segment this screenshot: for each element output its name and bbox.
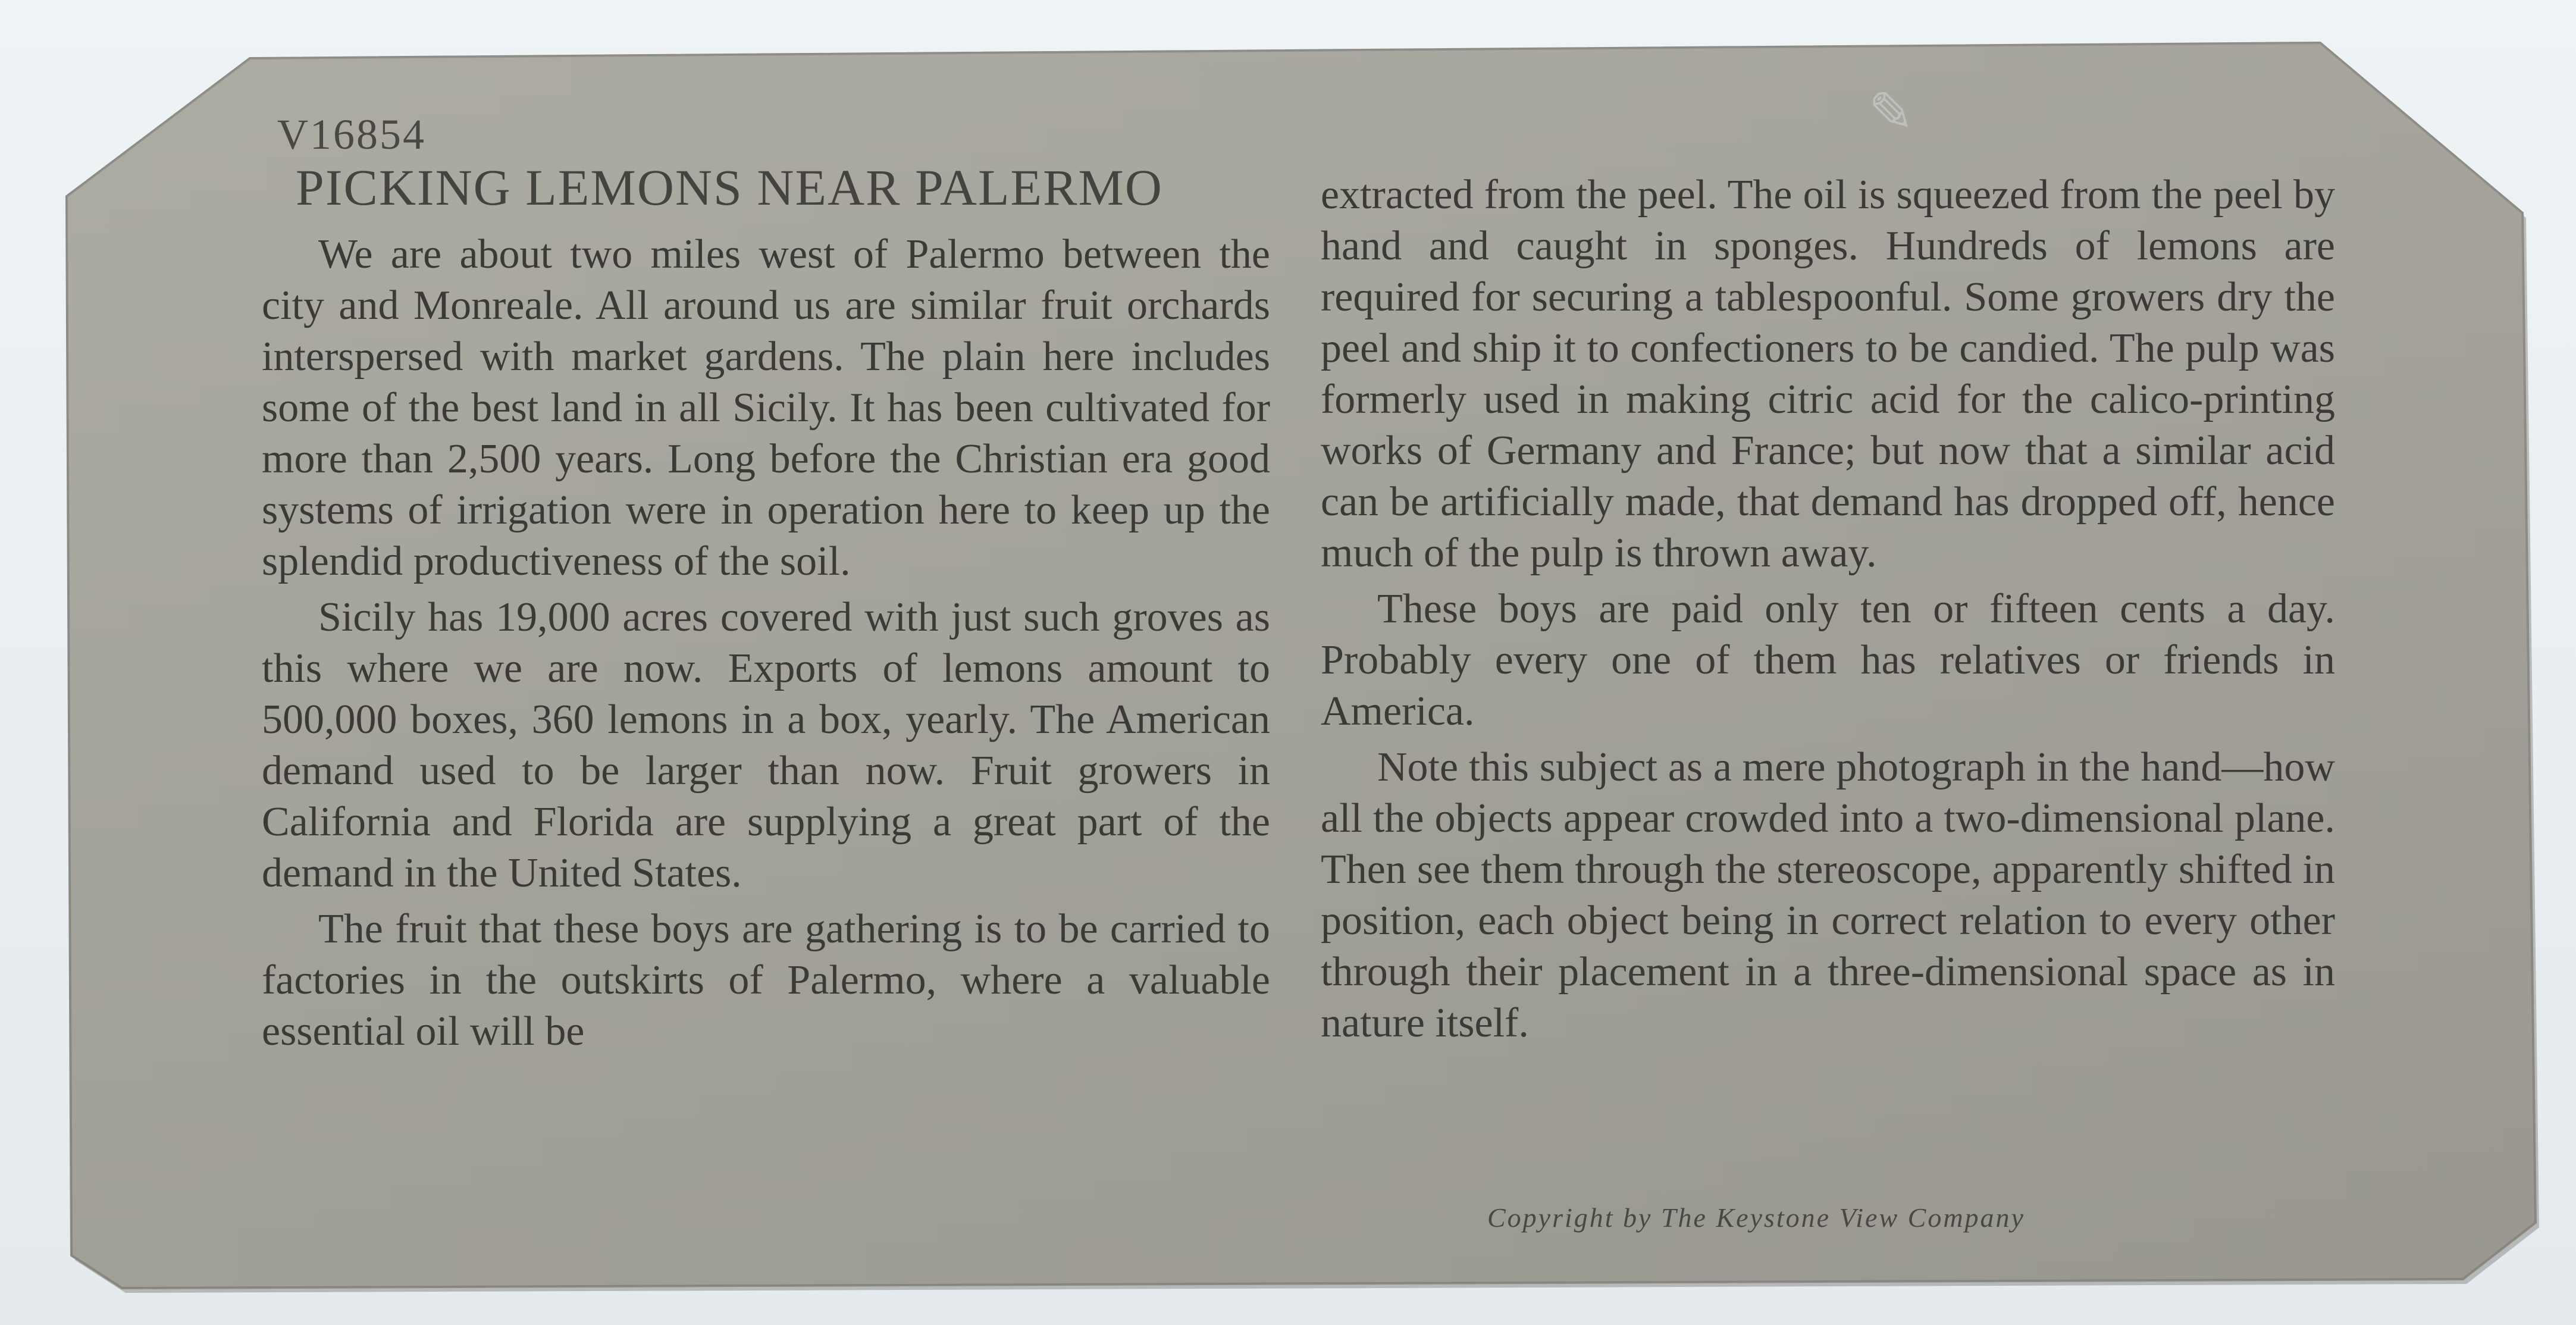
right-column [1321, 170, 2335, 1054]
catalog-number: V16854 [277, 111, 426, 158]
paragraph: extracted from the peel. The oil is squeezed from the peel by hand and caught in sponges. Hundreds of lemons are required for securing a tablespoonful. Some growers dry the peel and ship it to confectioners to be candied. The pulp was formerly used in making citric acid for the calico-printing works of Germany and France; but now that a similar acid can be artificially made, that demand has dropped off, hence much of the pulp is thrown away. [1321, 172, 2335, 576]
left-column [262, 229, 1270, 1062]
paragraph: Note this subject as a mere photograph in the hand—how all the objects appear crowded into a two-dimensional plane. Then see them through the stereoscope, apparently shifted in position, each object being in correct relation to every other through their placement in a three-dimensional space as in nature itself. [1321, 744, 2335, 1046]
paragraph: Sicily has 19,000 acres covered with just such groves as this where we are now. Exports of lemons amount to 500,000 boxes, 360 lemons in a box, yearly. The American demand used to be larger than now. Fruit growers in California and Florida are supplying a great part of the demand in the United States. [262, 594, 1270, 896]
card-title: PICKING LEMONS NEAR PALERMO [296, 159, 1164, 216]
paragraph: These boys are paid only ten or fifteen cents a day. Probably every one of them has relatives or friends in America. [1321, 586, 2335, 734]
paragraph: The fruit that these boys are gathering is to be carried to factories in the outskirts of Palermo, where a valuable essential oil will be [262, 906, 1270, 1054]
pencil-mark: ✎ [1868, 80, 1918, 144]
paragraph: We are about two miles west of Palermo between the city and Monreale. All around us are similar fruit orchards interspersed with market gardens. The plain here includes some of the best land in all Sicily. It has been cultivated for more than 2,500 years. Long before the Christian era good systems of irrigation were in operation here to keep up the splendid productiveness of the soil. [262, 231, 1270, 584]
copyright-credit: Copyright by The Keystone View Company [1487, 1202, 2025, 1233]
